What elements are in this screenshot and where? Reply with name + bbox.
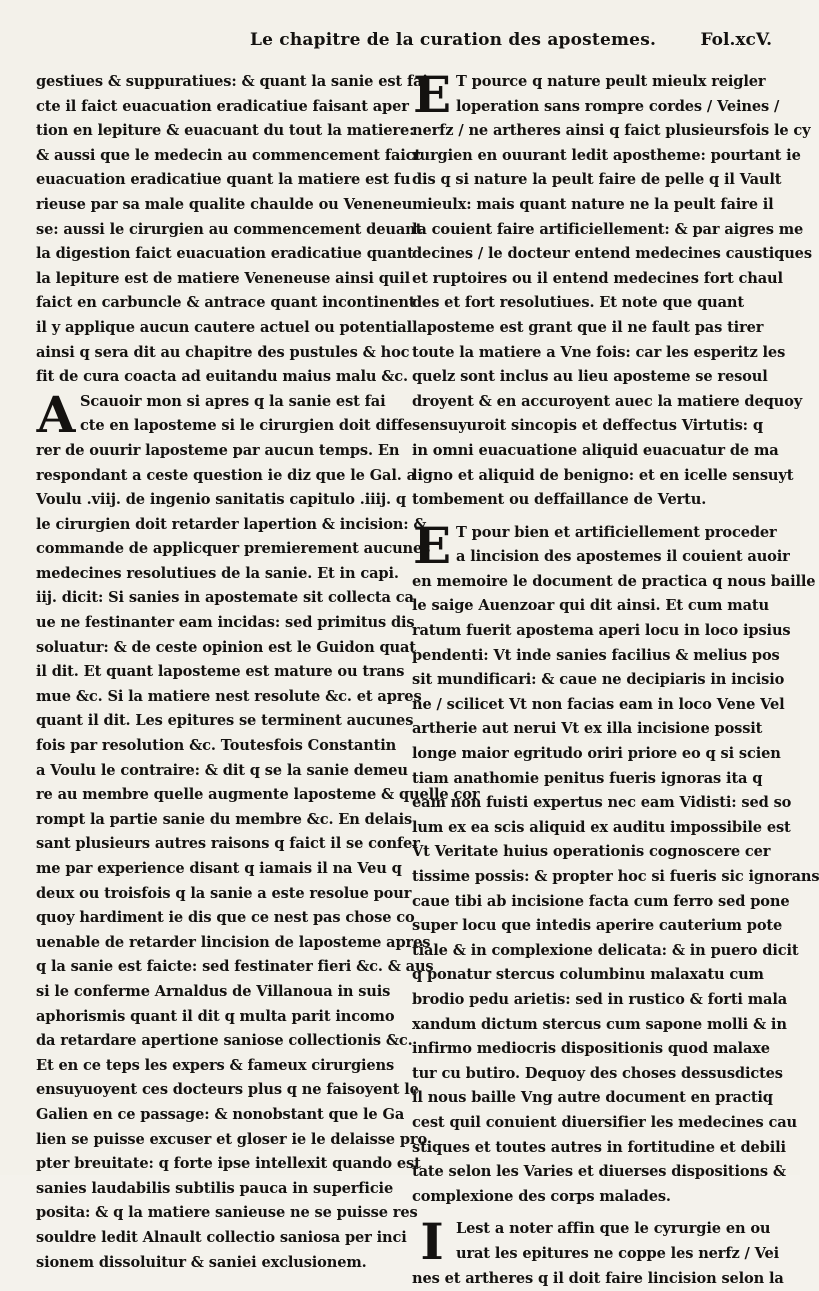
text-line: il nous baille Vng autre document en practiq xyxy=(412,1086,768,1111)
text-line: quelz sont inclus au lieu aposteme se resoul xyxy=(412,365,768,390)
right-para3-start xyxy=(412,1217,768,1266)
right-para2-dropcap-lines xyxy=(456,521,768,570)
right-para3-dropcap-lines xyxy=(456,1217,768,1266)
text-line: tiam anathomie penitus fueris ignoras ita q xyxy=(412,767,768,792)
text-line: da retardare apertione saniose collectionis &c. xyxy=(36,1029,388,1054)
left-para2-body xyxy=(36,439,388,1275)
text-line: medecines resolutiues de la sanie. Et in capi. xyxy=(36,562,388,587)
text-line: deux ou troisfois q la sanie a este resolue pour xyxy=(36,882,388,907)
text-line: re au membre quelle augmente laposteme & quelle cor xyxy=(36,783,388,808)
text-line: quant il dit. Les epitures se terminent aucunes xyxy=(36,709,388,734)
text-line: se: aussi le cirurgien au commencement deuant xyxy=(36,218,388,243)
text-line: fois par resolution &c. Toutesfois Constantin xyxy=(36,734,388,759)
right-para2-start xyxy=(412,521,768,570)
text-line: rurgien en ouurant ledit apostheme: pourtant ie xyxy=(412,144,768,169)
running-head xyxy=(250,30,772,56)
text-line: Voulu .viij. de ingenio sanitatis capitulo .iiij. q xyxy=(36,488,388,513)
text-line: sant plusieurs autres raisons q faict il se confer xyxy=(36,832,388,857)
text-line: cte il faict euacuation eradicatiue faisant aper xyxy=(36,95,388,120)
text-line: laposteme est grant que il ne fault pas tirer xyxy=(412,316,768,341)
text-line: nes et artheres q il doit faire lincision selon la xyxy=(412,1267,768,1291)
text-line: sanies laudabilis subtilis pauca in superficie xyxy=(36,1177,388,1202)
text-line: tur cu butiro. Dequoy des choses dessusdictes xyxy=(412,1062,768,1087)
text-line: sit mundificari: & caue ne decipiaris in incisio xyxy=(412,668,768,693)
text-line: la digestion faict euacuation eradicatiue quant xyxy=(36,242,388,267)
text-line: droyent & en accuroyent auec la matiere dequoy xyxy=(412,390,768,415)
left-para2-start xyxy=(36,390,388,439)
text-line: euacuation eradicatiue quant la matiere est fu xyxy=(36,168,388,193)
text-line: ligno et aliquid de benigno: et en icelle sensuyt xyxy=(412,464,768,489)
text-line: xandum dictum stercus cum sapone molli & in xyxy=(412,1013,768,1038)
text-line: a Voulu le contraire: & dit q se la sanie demeu xyxy=(36,759,388,784)
text-line: lum ex ea scis aliquid ex auditu impossibile est xyxy=(412,816,768,841)
text-line: ensuyuoyent ces docteurs plus q ne faisoyent le xyxy=(36,1078,388,1103)
text-line: aphorismis quant il dit q multa parit incomo xyxy=(36,1005,388,1030)
text-line: toute la matiere a Vne fois: car les esperitz les xyxy=(412,341,768,366)
text-line: caue tibi ab incisione facta cum ferro sed pone xyxy=(412,890,768,915)
text-line: Lest a noter affin que le cyrurgie en ou xyxy=(456,1217,768,1242)
text-line: respondant a ceste question ie diz que le Gal. a xyxy=(36,464,388,489)
text-line: ue ne festinanter eam incidas: sed primitus dis xyxy=(36,611,388,636)
text-line: sionem dissoluitur & saniei exclusionem. xyxy=(36,1251,388,1276)
text-line: nerfz / ne artheres ainsi q faict plusieursfois le cy xyxy=(412,119,768,144)
text-line: faict en carbuncle & antrace quant incontinent xyxy=(36,291,388,316)
text-line: sensuyuroit sincopis et deffectus Virtutis: q xyxy=(412,414,768,439)
text-line: fit de cura coacta ad euitandu maius malu &c. xyxy=(36,365,388,390)
text-line: me par experience disant q iamais il na Veu q xyxy=(36,857,388,882)
text-line: souldre ledit Alnault collectio saniosa per inci xyxy=(36,1226,388,1251)
text-line: la couient faire artificiellement: & par aigres me xyxy=(412,218,768,243)
text-line: T pource q nature peult mieulx reigler xyxy=(456,70,768,95)
text-line: posita: & q la matiere sanieuse ne se puisse res xyxy=(36,1201,388,1226)
right-para1-start xyxy=(412,70,768,119)
dropcap-e-second: E xyxy=(412,523,452,569)
text-line: la lepiture est de matiere Veneneuse ainsi quil xyxy=(36,267,388,292)
text-line: pter breuitate: q forte ipse intellexit quando est xyxy=(36,1152,388,1177)
text-line: il dit. Et quant laposteme est mature ou trans xyxy=(36,660,388,685)
text-line: rompt la partie sanie du membre &c. En delais xyxy=(36,808,388,833)
text-line: T pour bien et artificiellement proceder xyxy=(456,521,768,546)
text-line: mue &c. Si la matiere nest resolute &c. et apres xyxy=(36,685,388,710)
text-line: Scauoir mon si apres q la sanie est fai xyxy=(80,390,388,415)
text-line: longe maior egritudo oriri priore eo q si scien xyxy=(412,742,768,767)
text-line: ratum fuerit apostema aperi locu in loco ipsius xyxy=(412,619,768,644)
text-line: le cirurgien doit retarder lapertion & incision: & xyxy=(36,513,388,538)
right-para1-body xyxy=(412,119,768,513)
text-line: rieuse par sa male qualite chaulde ou Veneneu xyxy=(36,193,388,218)
running-title: Le chapitre de la curation des apostemes. xyxy=(250,30,656,50)
text-line: tion en lepiture & euacuant du tout la matiere: xyxy=(36,119,388,144)
text-line: tombement ou deffaillance de Vertu. xyxy=(412,488,768,513)
paragraph-gap xyxy=(412,1209,768,1217)
text-line: tissime possis: & propter hoc si fueris sic ignorans xyxy=(412,865,768,890)
text-line: en memoire le document de practica q nous baille xyxy=(412,570,768,595)
text-line: Galien en ce passage: & nonobstant que le Ga xyxy=(36,1103,388,1128)
right-column xyxy=(412,70,768,1291)
text-line: q la sanie est faicte: sed festinater fieri &c. & aus xyxy=(36,955,388,980)
text-line: des et fort resolutiues. Et note que quant xyxy=(412,291,768,316)
dropcap-a: A xyxy=(36,392,76,438)
left-para2-dropcap-lines xyxy=(80,390,388,439)
text-line: lien se puisse excuser et gloser ie le delaisse pro xyxy=(36,1128,388,1153)
text-line: ainsi q sera dit au chapitre des pustules & hoc xyxy=(36,341,388,366)
text-line: decines / le docteur entend medecines caustiques xyxy=(412,242,768,267)
dropcap-e-first: E xyxy=(412,72,452,118)
text-line: in omni euacuatione aliquid euacuatur de ma xyxy=(412,439,768,464)
right-para3-body xyxy=(412,1267,768,1291)
text-line: gestiues & suppuratiues: & quant la sanie est fai xyxy=(36,70,388,95)
left-opening-paragraph xyxy=(36,70,388,390)
text-line: dis q si nature la peult faire de pelle q il Vault xyxy=(412,168,768,193)
right-para2-body xyxy=(412,570,768,1209)
text-line: loperation sans rompre cordes / Veines / xyxy=(456,95,768,120)
text-line: infirmo mediocris dispositionis quod malaxe xyxy=(412,1037,768,1062)
text-line: iij. dicit: Si sanies in apostemate sit collecta ca xyxy=(36,586,388,611)
text-line: artherie aut nerui Vt ex illa incisione possit xyxy=(412,717,768,742)
text-line: super locu que intedis aperire cauterium pote xyxy=(412,914,768,939)
text-line: ne / scilicet Vt non facias eam in loco Vene Vel xyxy=(412,693,768,718)
text-line: eam non fuisti expertus nec eam Vidisti: sed so xyxy=(412,791,768,816)
text-line: le saige Auenzoar qui dit ainsi. Et cum matu xyxy=(412,594,768,619)
text-line: il y applique aucun cautere actuel ou potential xyxy=(36,316,388,341)
text-line: uenable de retarder lincision de laposteme apres xyxy=(36,931,388,956)
text-line: soluatur: & de ceste opinion est le Guidon quat xyxy=(36,636,388,661)
text-line: complexione des corps malades. xyxy=(412,1185,768,1210)
text-line: urat les epitures ne coppe les nerfz / Vei xyxy=(456,1242,768,1267)
text-line: a lincision des apostemes il couient auoir xyxy=(456,545,768,570)
text-line: pendenti: Vt inde sanies facilius & melius pos xyxy=(412,644,768,669)
text-line: quoy hardiment ie dis que ce nest pas chose co xyxy=(36,906,388,931)
text-line: & aussi que le medecin au commencement faict xyxy=(36,144,388,169)
right-para1-dropcap-lines xyxy=(456,70,768,119)
text-line: q ponatur stercus columbinu malaxatu cum xyxy=(412,963,768,988)
left-column xyxy=(36,70,388,1275)
dropcap-i: I xyxy=(412,1219,452,1265)
text-line: cte en laposteme si le cirurgien doit diffe xyxy=(80,414,388,439)
text-line: cest quil conuient diuersifier les medecines cau xyxy=(412,1111,768,1136)
text-line: tate selon les Varies et diuerses dispositions & xyxy=(412,1160,768,1185)
text-line: Et en ce teps les expers & fameux cirurgiens xyxy=(36,1054,388,1079)
text-line: et ruptoires ou il entend medecines fort chaul xyxy=(412,267,768,292)
paragraph-gap xyxy=(412,513,768,521)
text-line: Vt Veritate huius operationis cognoscere cer xyxy=(412,840,768,865)
text-line: brodio pedu arietis: sed in rustico & forti mala xyxy=(412,988,768,1013)
folio-number: Fol.xcV. xyxy=(701,30,772,50)
text-line: tiale & in complexione delicata: & in puero dicit xyxy=(412,939,768,964)
text-line: si le conferme Arnaldus de Villanoua in suis xyxy=(36,980,388,1005)
text-line: rer de ouurir laposteme par aucun temps. En xyxy=(36,439,388,464)
text-line: commande de applicquer premierement aucunes xyxy=(36,537,388,562)
text-line: mieulx: mais quant nature ne la peult faire il xyxy=(412,193,768,218)
text-line: stiques et toutes autres in fortitudine et debili xyxy=(412,1136,768,1161)
